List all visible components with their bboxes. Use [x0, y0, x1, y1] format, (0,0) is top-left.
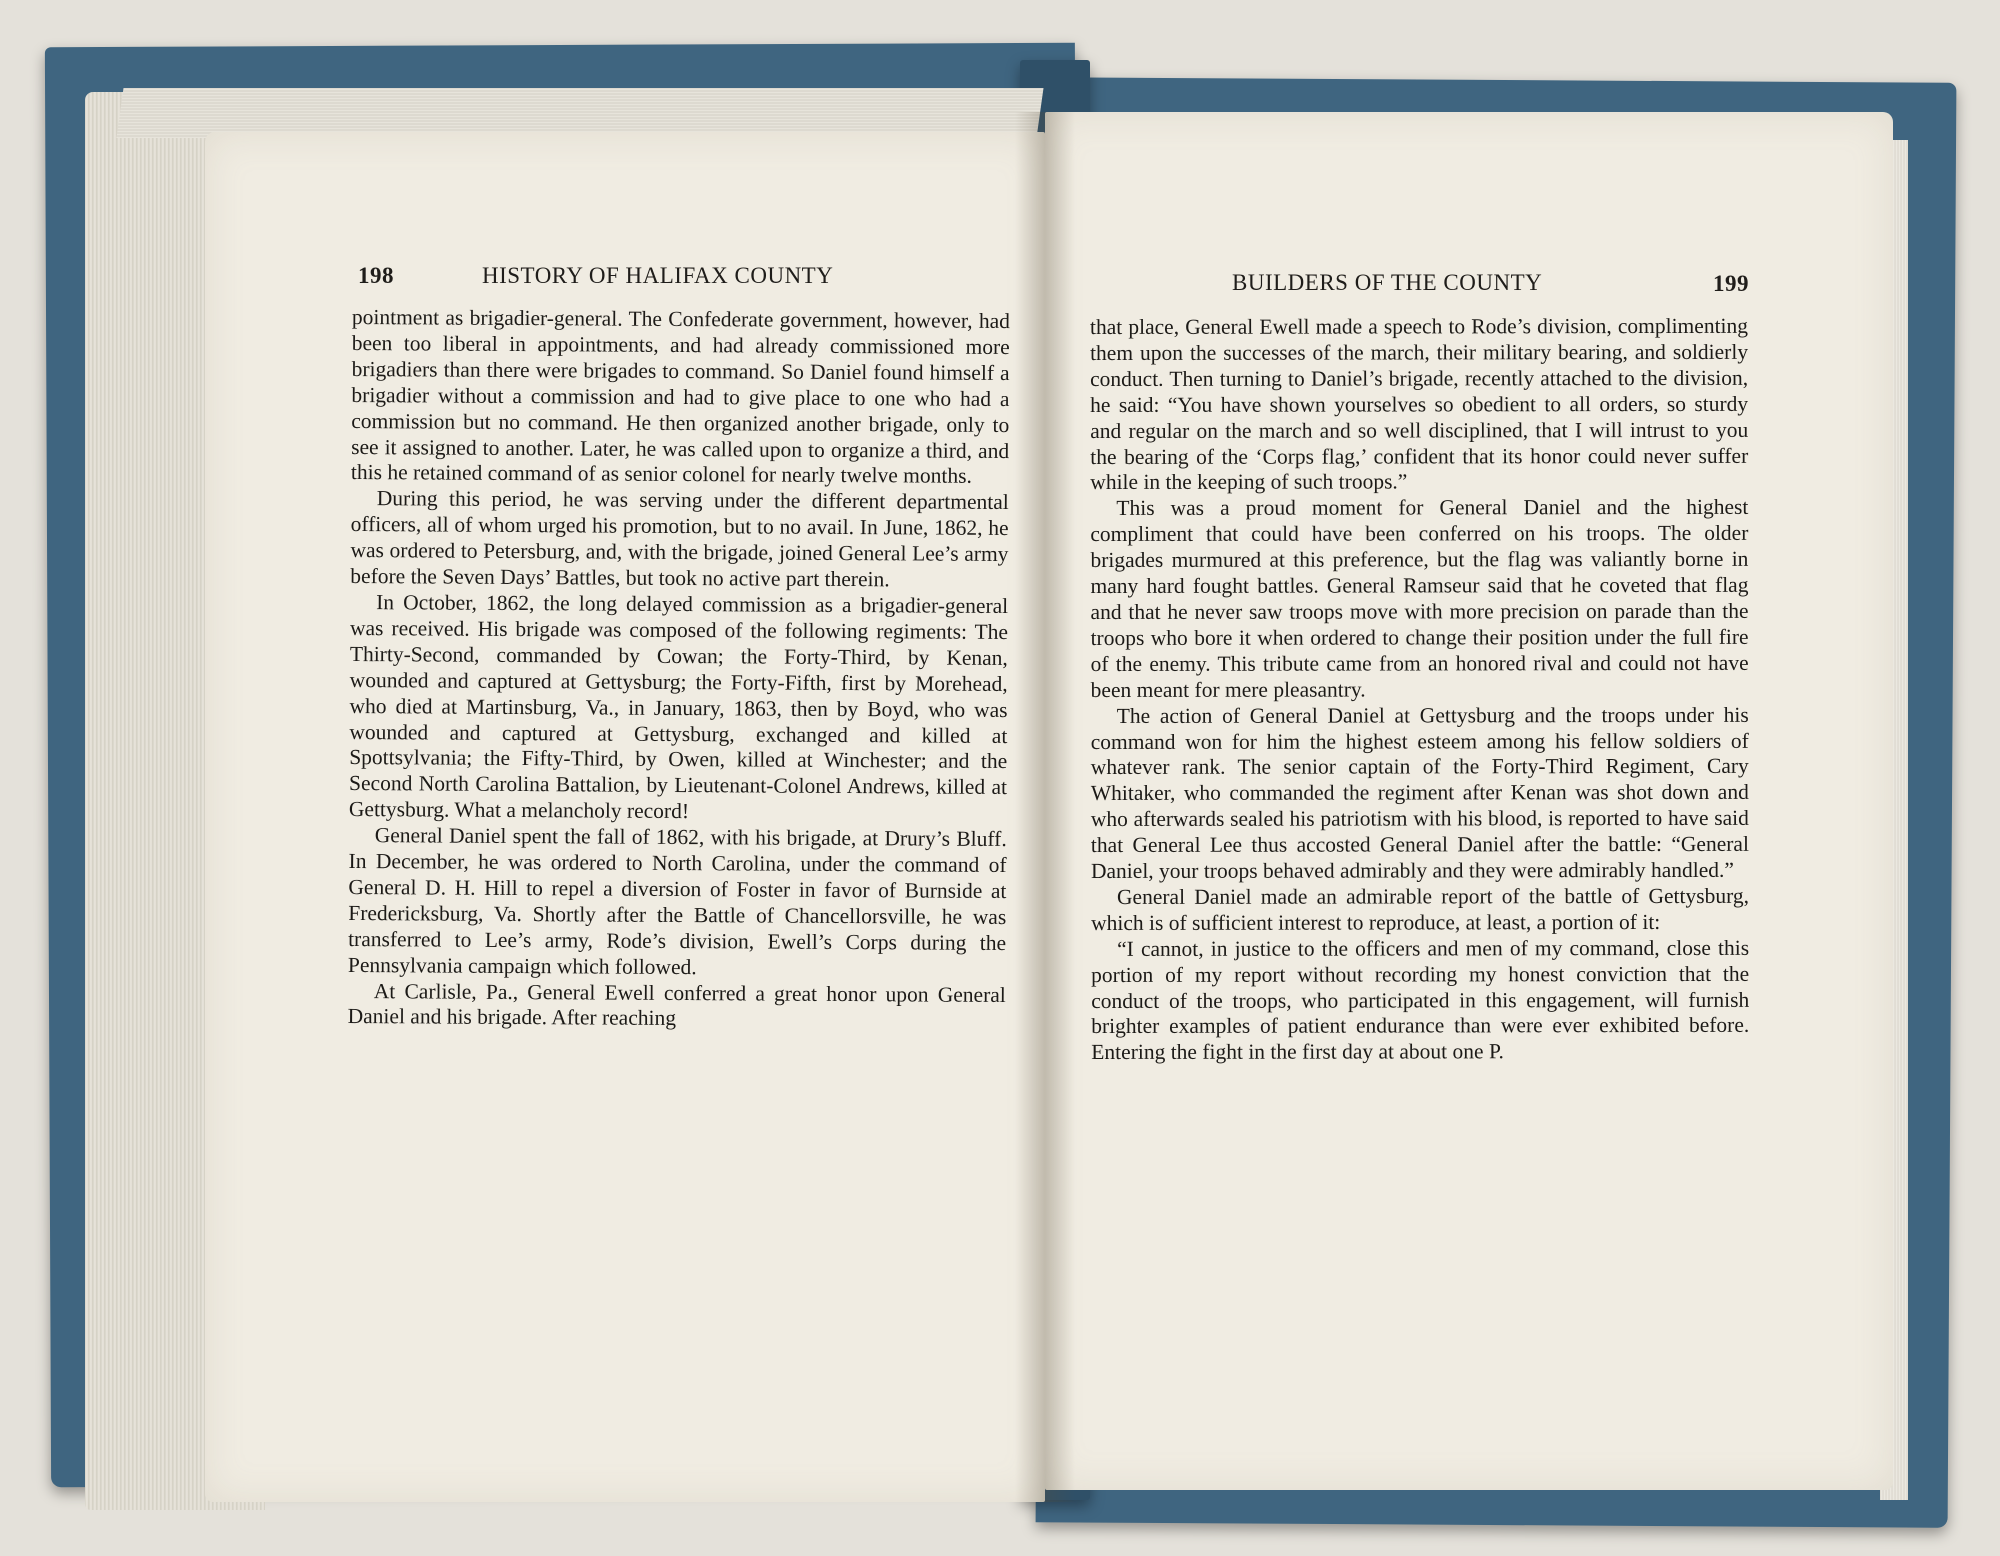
paragraph: The action of General Daniel at Gettysburg and the troops under his command won for him the highest esteem among his fellow soldiers of whatever rank. The senior captain of the Forty-Third Regiment, Cary Whitaker, who commanded the regiment after Kenan was shot down and who afterwards sealed his patriotism with his blood, is reported to have said that General Lee thus accosted General Daniel after the battle: “General Daniel, your troops behaved admirably and they were admirably handled.”	[1090, 702, 1749, 884]
paragraph: General Daniel spent the fall of 1862, with his brigade, at Drury’s Bluff. In December, he was ordered to North Carolina, under the command of General D. H. Hill to repel a diversion of Foster in favor of Burnside at Fredericksburg, Va. Shortly after the Battle of Chancellorsville, he was transferred to Lee’s army, Rode’s division, Ewell’s Corps during the Pennsylvania campaign which followed.	[347, 823, 1007, 979]
paragraph: At Carlisle, Pa., General Ewell conferred a great honor upon General Daniel and his brigade. After reaching	[347, 978, 1006, 1031]
left-page-text	[348, 305, 1010, 1034]
paragraph: pointment as brigadier-general. The Confederate government, however, had been too liberal in appointments, and had already commissioned more brigadiers than there were brigades to command. So Daniel found himself a brigadier without a commission and had to give place to one who had a commission but no command. He then organized another brigade, only to see it assigned to another. Later, he was called upon to organize a third, and this he retained command of as senior colonel for nearly twelve months.	[350, 305, 1010, 489]
paragraph: General Daniel made an admirable report of the battle of Gettysburg, which is of sufficient interest to reproduce, at least, a portion of it:	[1091, 883, 1750, 935]
paragraph: that place, General Ewell made a speech to Rode’s division, complimenting them upon the successes of the march, their military bearing, and soldierly conduct. Then turning to Daniel’s brigade, recently attached to the division, he said: “You have shown yourselves so obedient to all orders, so sturdy and regular on the march and so well disciplined, that I will intrust to you the bearing of the ‘Corps flag,’ confident that its honor could never suffer while in the keeping of such troops.”	[1090, 313, 1749, 495]
left-page-number: 198	[358, 263, 394, 288]
right-running-head: BUILDERS OF THE COUNTY	[1232, 270, 1543, 295]
paragraph: In October, 1862, the long delayed commission as a brigadier-general was received. His brigade was composed of the following regiments: The Thirty-Second, commanded by Cowan; the Forty-Third, by Kenan, wounded and captured at Gettysburg; the Forty-Fifth, first by Morehead, who died at Martinsburg, Va., in January, 1863, then by Boyd, who was wounded and captured at Gettysburg, exchanged and killed at Spottsylvania; the Fifty-Third, by Owen, killed at Winchester; and the Second North Carolina Battalion, by Lieutenant-Colonel Andrews, killed at Gettysburg. What a melancholy record!	[348, 590, 1009, 824]
paragraph: During this period, he was serving under the different departmental officers, all of whom urged his promotion, but to no avail. In June, 1862, he was ordered to Petersburg, and, with the brigade, joined General Lee’s army before the Seven Days’ Battles, but took no active part therein.	[350, 486, 1009, 592]
paragraph: This was a proud moment for General Daniel and the highest compliment that could have been conferred on his troops. The older brigades murmured at this preference, but the flag was valiantly borne in many hard fought battles. General Ramseur said that he coveted that flag and that he never saw troops move with more precision on parade than the troops who bore it when ordered to change their position under the full fire of the enemy. This tribute came from an honored rival and could not have been meant for mere pleasantry.	[1090, 495, 1749, 702]
left-running-head: HISTORY OF HALIFAX COUNTY	[482, 263, 834, 288]
right-page-number: 199	[1713, 271, 1749, 296]
paragraph: “I cannot, in justice to the officers and men of my command, close this portion of my report without recording my honest conviction that the conduct of the troops, who participated in this engagement, will furnish brighter examples of patient endurance than were ever exhibited before. Entering the fight in the first day at about one P.	[1091, 935, 1750, 1065]
book-gutter	[1015, 112, 1075, 1502]
page-edges-top	[116, 88, 1043, 138]
right-page-text	[1090, 314, 1749, 1066]
